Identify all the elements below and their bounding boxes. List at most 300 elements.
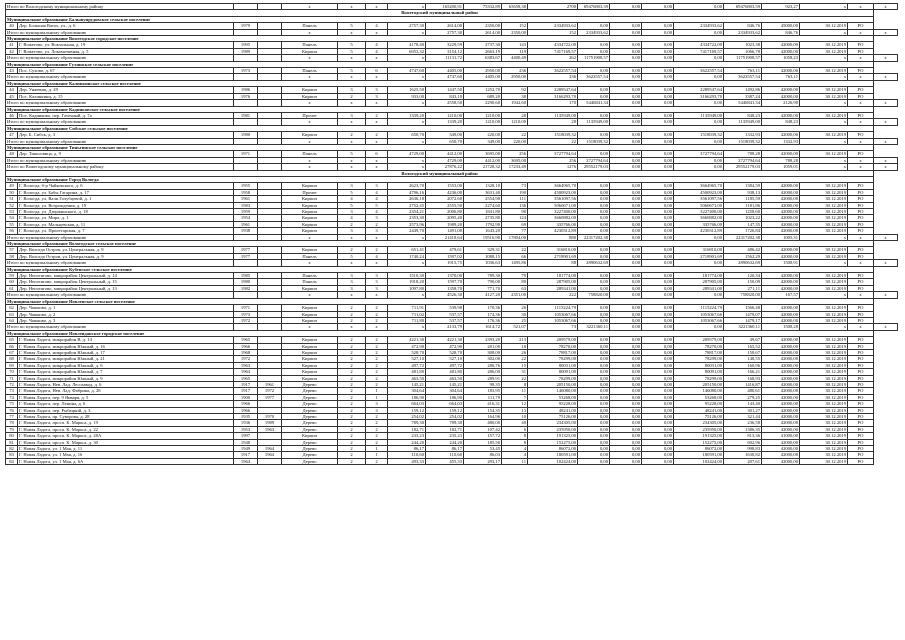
- table-cell: x: [800, 157, 848, 163]
- table-cell: 42000,00: [762, 369, 800, 375]
- table-cell: 26: [502, 305, 528, 311]
- table-cell: 42000,00: [762, 221, 800, 227]
- table-cell: 0,00: [578, 343, 610, 349]
- row-number: 65: [6, 337, 18, 343]
- municipality-name: Муниципальное образование Гуляшское сельское поселение: [6, 61, 874, 67]
- table-cell: 30.12.2019: [800, 362, 848, 368]
- table-cell: x: [338, 234, 366, 240]
- row-number: 81: [6, 439, 18, 445]
- table-cell: x: [848, 74, 874, 80]
- address-cell: Г. Новая Ладога, микрорайон Южный, д. 21: [18, 356, 234, 362]
- table-cell: 480,61: [724, 388, 762, 394]
- table-cell: 0,00: [578, 68, 610, 74]
- table-cell: 86,17: [388, 446, 426, 452]
- table-cell: 2573,96: [388, 221, 426, 227]
- table-cell: x: [338, 157, 366, 163]
- table-cell: 0,00: [642, 183, 674, 189]
- row-number: 46: [6, 112, 18, 118]
- table-cell: 30.12.2019: [800, 151, 848, 157]
- table-cell: 349,00: [426, 132, 464, 138]
- table-cell: x: [848, 234, 874, 240]
- table-cell: x: [388, 138, 426, 144]
- table-cell: 0,00: [642, 68, 674, 74]
- table-cell: 165,52: [724, 343, 762, 349]
- table-cell: 174,36: [464, 311, 502, 317]
- table-cell: 0,00: [610, 132, 642, 138]
- table-cell: 30.12.2019: [800, 183, 848, 189]
- table-cell: 0,00: [578, 381, 610, 387]
- row-number: 68: [6, 356, 18, 362]
- table-cell: 42000,00: [762, 394, 800, 400]
- table-cell: 4500923,00: [674, 189, 724, 195]
- table-cell: 30.12.2019: [800, 369, 848, 375]
- table-cell: 2752,45: [388, 202, 426, 208]
- table-cell: 0,00: [610, 337, 642, 343]
- table-cell: 0,00: [578, 132, 610, 138]
- table-cell: Кирпич: [282, 362, 338, 368]
- table-cell: 254,02: [426, 414, 464, 420]
- table-cell: 0,00: [610, 23, 642, 29]
- table-cell: 293,17: [464, 458, 502, 464]
- table-cell: 650,70: [426, 138, 464, 144]
- table-cell: x: [388, 292, 426, 298]
- table-cell: 42000,00: [762, 446, 800, 452]
- table-cell: 11751908,57: [724, 55, 762, 61]
- table-cell: 30.12.2019: [800, 349, 848, 355]
- table-cell: РО: [848, 196, 874, 202]
- row-number: 48: [6, 151, 18, 157]
- table-cell: 30.12.2019: [800, 420, 848, 426]
- table-cell: 0,00: [610, 138, 642, 144]
- table-cell: 3622557,54: [528, 68, 578, 74]
- table-cell: 30.12.2019: [800, 433, 848, 439]
- row-number: 75: [6, 401, 18, 407]
- table-cell: 30.12.2019: [800, 68, 848, 74]
- table-cell: x: [388, 119, 426, 125]
- table-cell: 86,03: [464, 452, 502, 458]
- table-cell: 220,00: [502, 138, 528, 144]
- table-cell: 1970: [258, 414, 282, 420]
- table-cell: 2: [366, 112, 388, 118]
- table-cell: 463,50: [426, 375, 464, 381]
- table-cell: 170: [528, 100, 578, 106]
- row-number: 70: [6, 369, 18, 375]
- row-number: 52: [6, 202, 18, 208]
- address-cell: Г. Новая Ладога, ул. 1 Мая, д. 16: [18, 452, 234, 458]
- table-cell: 0,00: [578, 420, 610, 426]
- table-cell: 1965: [234, 375, 258, 381]
- table-cell: РО: [848, 215, 874, 221]
- table-cell: x: [282, 55, 338, 61]
- address-cell: Пос. Кадниково, пер. Гаточный, д. 7а: [18, 112, 234, 118]
- table-cell: x: [848, 119, 874, 125]
- table-cell: 933,00: [388, 93, 426, 99]
- table-cell: 308,00: [464, 349, 502, 355]
- table-cell: 2351,00: [502, 292, 528, 298]
- table-cell: Панель: [282, 68, 338, 74]
- table-cell: x: [800, 29, 848, 35]
- table-cell: 1210,00: [464, 112, 502, 118]
- table-cell: 2: [366, 221, 388, 227]
- table-cell: 3622557,54: [578, 74, 610, 80]
- table-cell: x: [848, 55, 874, 61]
- table-cell: 2718901,69: [528, 253, 578, 259]
- table-cell: 4747,60: [388, 68, 426, 74]
- table-cell: 42000,00: [762, 183, 800, 189]
- table-cell: x: [874, 55, 898, 61]
- table-cell: 1210,00: [464, 119, 502, 125]
- subtotal-label: Итого по муниципальному образованию: [6, 119, 234, 125]
- table-cell: 0,00: [642, 381, 674, 387]
- table-cell: 10: [502, 414, 528, 420]
- table-cell: 1053067,66: [528, 317, 578, 323]
- table-cell: 1370,00: [426, 273, 464, 279]
- table-cell: x: [338, 4, 366, 10]
- table-cell: 0,00: [642, 433, 674, 439]
- table-cell: 124: [502, 215, 528, 221]
- table-cell: 190: [502, 189, 528, 195]
- table-cell: 262: [528, 55, 578, 61]
- table-cell: 846,76: [762, 29, 800, 35]
- table-cell: x: [366, 4, 388, 10]
- table-cell: Кирпич: [282, 93, 338, 99]
- table-cell: 0,00: [578, 414, 610, 420]
- table-cell: 0,00: [674, 234, 724, 240]
- table-cell: 42000,00: [762, 93, 800, 99]
- table-cell: 42000,00: [762, 375, 800, 381]
- table-cell: 287905,00: [528, 279, 578, 285]
- table-cell: 3727794,64: [724, 157, 762, 163]
- table-cell: x: [388, 4, 426, 10]
- table-cell: 0,00: [578, 279, 610, 285]
- table-cell: 159,12: [388, 407, 426, 413]
- table-cell: 42000,00: [762, 68, 800, 74]
- table-cell: 1053067,66: [674, 311, 724, 317]
- table-cell: 2: [366, 433, 388, 439]
- table-cell: 527,10: [388, 356, 426, 362]
- table-cell: 1726,84: [724, 228, 762, 234]
- table-cell: 30.12.2019: [800, 439, 848, 445]
- table-cell: 92: [502, 87, 528, 93]
- table-cell: 102424,00: [528, 458, 578, 464]
- table-cell: 1023,38: [724, 42, 762, 48]
- table-cell: 42000,00: [762, 247, 800, 253]
- table-cell: 0,00: [578, 209, 610, 215]
- table-cell: 0,00: [578, 151, 610, 157]
- table-cell: 1332,93: [762, 138, 800, 144]
- table-cell: 49,67: [724, 337, 762, 343]
- table-cell: РО: [848, 112, 874, 118]
- table-cell: 168,93: [724, 375, 762, 381]
- table-cell: 143: [502, 42, 528, 48]
- table-cell: 0,00: [610, 234, 642, 240]
- table-cell: 3: [338, 87, 366, 93]
- table-cell: 0,00: [610, 362, 642, 368]
- table-cell: 763,11: [762, 74, 800, 80]
- table-cell: 0,00: [610, 228, 642, 234]
- table-cell: x: [338, 292, 366, 298]
- table-cell: 8: [502, 439, 528, 445]
- table-cell: 38: [502, 93, 528, 99]
- table-cell: x: [874, 138, 898, 144]
- table-cell: 1510,30: [388, 273, 426, 279]
- table-cell: 1332,93: [724, 132, 762, 138]
- address-cell: Г. Новая Ладога, просп. К. Маркса, д. 28А: [18, 433, 234, 439]
- table-cell: 1961: [234, 221, 258, 227]
- address-cell: Г. Вологда, ул. Возрождения, д. 19: [18, 202, 234, 208]
- table-cell: 220,00: [464, 132, 502, 138]
- table-cell: 5: [338, 23, 366, 29]
- table-cell: 4: [502, 446, 528, 452]
- table-cell: 1630,82: [724, 452, 762, 458]
- row-number: 42: [6, 48, 18, 54]
- table-cell: РО: [848, 317, 874, 323]
- table-cell: 0,00: [610, 42, 642, 48]
- table-cell: 2350,00: [464, 23, 502, 29]
- table-cell: 86072,00: [674, 446, 724, 452]
- table-cell: 30.12.2019: [800, 23, 848, 29]
- table-cell: 213: [502, 337, 528, 343]
- table-cell: РО: [848, 132, 874, 138]
- table-cell: 53268,00: [674, 394, 724, 400]
- table-cell: 3: [366, 228, 388, 234]
- table-cell: Кирпич: [282, 215, 338, 221]
- table-cell: 5: [338, 151, 366, 157]
- table-cell: 110,60: [388, 452, 426, 458]
- table-cell: 30.12.2019: [800, 458, 848, 464]
- table-cell: Дерево: [282, 401, 338, 407]
- table-cell: 1917: [234, 388, 258, 394]
- table-cell: 528,70: [388, 349, 426, 355]
- table-cell: 236: [502, 68, 528, 74]
- address-cell: Г. Новая Ладога, микрорайон Южный, д. 7: [18, 369, 234, 375]
- table-cell: 1115224,79: [528, 305, 578, 311]
- table-cell: 1948: [234, 439, 258, 445]
- table-cell: 8: [502, 433, 528, 439]
- table-cell: 1971: [234, 151, 258, 157]
- table-cell: 711,02: [388, 311, 426, 317]
- table-cell: 2006,80: [426, 209, 464, 215]
- table-cell: 1968: [234, 349, 258, 355]
- subtotal-label: Итого по муниципальному образованию: [6, 292, 234, 298]
- table-cell: 78299,00: [674, 375, 724, 381]
- table-cell: 1966: [234, 401, 258, 407]
- table-cell: РО: [848, 452, 874, 458]
- table-cell: 1973: [234, 68, 258, 74]
- table-cell: 90: [502, 209, 528, 215]
- table-cell: 1954: [234, 215, 258, 221]
- table-cell: РО: [848, 381, 874, 387]
- address-cell: Пос. Калинкинц, д. 15: [18, 93, 234, 99]
- table-cell: РО: [848, 362, 874, 368]
- table-cell: 1915,75: [426, 260, 464, 266]
- table-cell: x: [282, 292, 338, 298]
- table-cell: 2: [338, 452, 366, 458]
- table-cell: 0,00: [610, 196, 642, 202]
- table-cell: 1980: [234, 132, 258, 138]
- table-cell: 2663,19: [464, 48, 502, 54]
- address-cell: Г. Вожегово, ул. Локомотивная, д. 5: [18, 48, 234, 54]
- row-number: 55: [6, 221, 18, 227]
- table-cell: 154,35: [464, 407, 502, 413]
- municipality-name: Муниципальное образование Вологодское сельское поселение: [6, 241, 874, 247]
- table-cell: 0,00: [642, 311, 674, 317]
- table-cell: Кирпич: [282, 349, 338, 355]
- table-cell: x: [338, 29, 366, 35]
- table-cell: 165200,91: [426, 4, 464, 10]
- table-cell: 5: [338, 189, 366, 195]
- table-cell: 86072,00: [528, 446, 578, 452]
- table-cell: 235950,00: [528, 426, 578, 432]
- address-cell: Г. Вожегово, ул. Вокзальная, д. 19: [18, 42, 234, 48]
- table-cell: 1964: [258, 446, 282, 452]
- row-number: 50: [6, 189, 18, 195]
- table-cell: 316810,00: [674, 247, 724, 253]
- table-cell: 4500923,00: [528, 189, 578, 195]
- table-cell: 788,28: [762, 157, 800, 163]
- subtotal-label: Итого по муниципальному образованию: [6, 260, 234, 266]
- table-cell: 53,45: [464, 446, 502, 452]
- table-cell: 254,02: [388, 414, 426, 420]
- table-cell: 157,72: [464, 433, 502, 439]
- table-cell: 1955: [234, 183, 258, 189]
- table-cell: 2: [366, 247, 388, 253]
- table-cell: x: [282, 260, 338, 266]
- table-cell: 3: [366, 273, 388, 279]
- table-cell: 0,00: [674, 138, 724, 144]
- table-cell: 0,00: [578, 401, 610, 407]
- table-cell: 0,00: [578, 452, 610, 458]
- table-cell: 1597,70: [426, 279, 464, 285]
- table-cell: x: [848, 292, 874, 298]
- table-cell: 2: [338, 446, 366, 452]
- table-cell: 0,00: [642, 253, 674, 259]
- row-number: 66: [6, 343, 18, 349]
- table-cell: 17233,49: [502, 164, 528, 170]
- table-cell: 0,00: [642, 375, 674, 381]
- table-cell: 2950,00: [502, 74, 528, 80]
- address-cell: Г. Новая Ладога, микрорайон Южный, д. 9: [18, 375, 234, 381]
- table-cell: x: [388, 74, 426, 80]
- table-cell: 0,00: [610, 253, 642, 259]
- table-cell: 21728,32: [464, 164, 502, 170]
- table-cell: 1989: [234, 48, 258, 54]
- table-cell: 1792,90: [464, 221, 502, 227]
- table-cell: 1492,86: [724, 87, 762, 93]
- table-cell: 4747,60: [426, 74, 464, 80]
- table-cell: 1997: [234, 433, 258, 439]
- table-cell: x: [388, 157, 426, 163]
- table-cell: 0,00: [642, 23, 674, 29]
- table-cell: 191325,00: [528, 433, 578, 439]
- table-cell: 316810,00: [528, 247, 578, 253]
- table-cell: 2274,60: [464, 202, 502, 208]
- table-cell: 69476803,39: [578, 4, 610, 10]
- table-cell: Кирпич: [282, 183, 338, 189]
- table-cell: 6: [502, 426, 528, 432]
- table-cell: РО: [848, 68, 874, 74]
- table-cell: 1995: [234, 42, 258, 48]
- table-cell: 78270,00: [674, 343, 724, 349]
- table-cell: 0,00: [578, 305, 610, 311]
- table-cell: РО: [848, 394, 874, 400]
- table-cell: 2: [338, 375, 366, 381]
- table-cell: 3: [338, 279, 366, 285]
- table-cell: 77: [502, 228, 528, 234]
- table-cell: 180591,00: [528, 452, 578, 458]
- table-cell: 69: [502, 221, 528, 227]
- row-number: 40: [6, 23, 18, 29]
- table-cell: Панель: [282, 42, 338, 48]
- table-cell: 11: [502, 458, 528, 464]
- table-cell: 22317202,38: [724, 234, 762, 240]
- table-cell: 78299,00: [674, 356, 724, 362]
- table-cell: 1953: [234, 426, 258, 432]
- table-cell: 205150,00: [528, 381, 578, 387]
- table-cell: 48241,00: [674, 407, 724, 413]
- table-cell: 17804,00: [502, 234, 528, 240]
- table-cell: 301,27: [724, 407, 762, 413]
- table-cell: Дерево: [282, 426, 338, 432]
- table-cell: Дерево: [282, 388, 338, 394]
- table-cell: 4: [366, 189, 388, 195]
- table-cell: 1964: [234, 458, 258, 464]
- table-cell: 42000,00: [762, 209, 800, 215]
- table-cell: x: [800, 164, 848, 170]
- table-cell: 0,00: [674, 55, 724, 61]
- table-cell: 4: [338, 196, 366, 202]
- table-cell: 4: [366, 48, 388, 54]
- table-cell: 30.12.2019: [800, 337, 848, 343]
- table-cell: 0,00: [578, 433, 610, 439]
- table-cell: 2354,21: [388, 209, 426, 215]
- table-cell: Кирпич: [282, 221, 338, 227]
- address-cell: Г. Вологда, ул. Пролетарская, д. 7: [18, 228, 234, 234]
- table-cell: 0,00: [642, 48, 674, 54]
- table-cell: 75332,89: [464, 4, 502, 10]
- table-cell: 222: [528, 292, 578, 298]
- table-cell: 0,00: [642, 324, 674, 330]
- row-number: 80: [6, 433, 18, 439]
- row-number: 57: [6, 247, 18, 253]
- table-cell: 2: [338, 420, 366, 426]
- table-cell: 0,00: [610, 343, 642, 349]
- address-cell: Г. Новая Ладога, пер. Ленина, д. 6: [18, 401, 234, 407]
- table-cell: 1966: [234, 407, 258, 413]
- table-cell: 2: [338, 401, 366, 407]
- table-cell: 1023,22: [724, 215, 762, 221]
- table-cell: 185,50: [464, 439, 502, 445]
- table-cell: 0,00: [610, 87, 642, 93]
- table-cell: 4412,00: [464, 157, 502, 163]
- table-cell: 209579,00: [528, 337, 578, 343]
- table-cell: 3695,00: [502, 157, 528, 163]
- table-cell: x: [800, 74, 848, 80]
- address-cell: Дер. Б. Сибск, д. 3: [18, 132, 234, 138]
- table-cell: 30.12.2019: [800, 394, 848, 400]
- table-cell: 1964: [258, 452, 282, 458]
- table-cell: 1384,59: [724, 183, 762, 189]
- table-cell: 539,98: [426, 305, 464, 311]
- table-cell: 0,00: [610, 414, 642, 420]
- table-cell: 711,91: [388, 305, 426, 311]
- table-cell: 4: [366, 209, 388, 215]
- address-cell: Дер. Непотягово, микрорайон Центральный, д. 13: [18, 285, 234, 291]
- table-cell: РО: [848, 433, 874, 439]
- row-number: 58: [6, 253, 18, 259]
- table-cell: РО: [848, 426, 874, 432]
- table-cell: x: [874, 260, 898, 266]
